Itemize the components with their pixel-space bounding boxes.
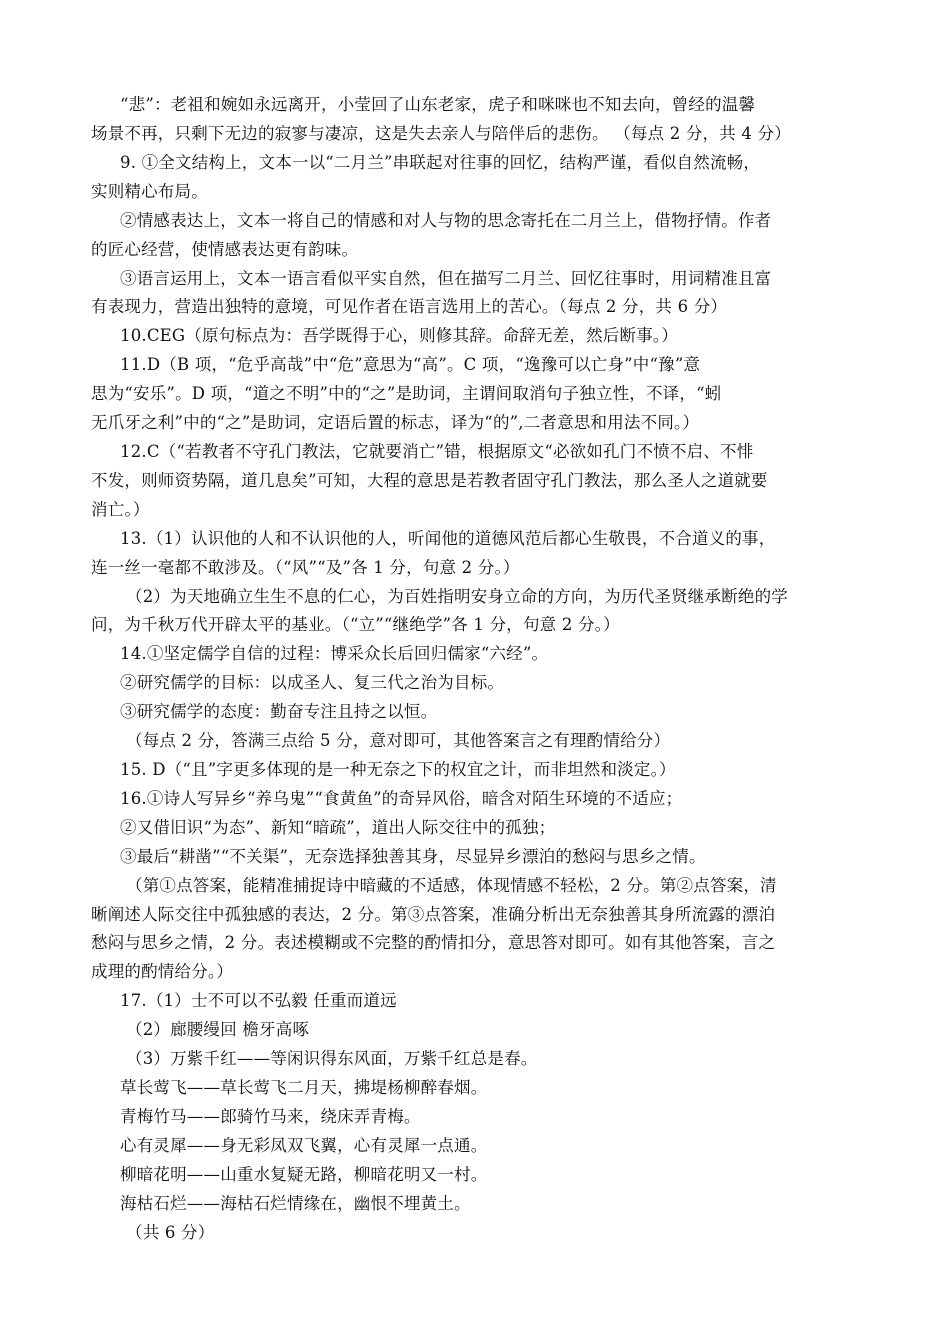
- text-line: ③最后“耕凿”“不关渠”，无奈选择独善其身，尽显异乡漂泊的愁闷与思乡之情。: [120, 847, 706, 866]
- text-line: 海枯石烂——海枯石烂情缘在，幽恨不埋黄土。: [120, 1194, 471, 1213]
- text-line: 17.（1）士不可以不弘毅 任重而道远: [120, 991, 397, 1010]
- text-line: 无爪牙之利”中的“之”是助词，定语后置的标志，译为“的”,二者意思和用法不同。）: [91, 413, 700, 432]
- text-line: 青梅竹马——郎骑竹马来，绕床弄青梅。: [120, 1107, 421, 1126]
- text-line: ②又借旧识“为态”、新知“暗疏”，道出人际交往中的孤独；: [120, 818, 556, 837]
- text-line: 场景不再，只剩下无边的寂寥与凄凉，这是失去亲人与陪伴后的悲伤。 （每点 2 分，共 4 分）: [91, 124, 791, 143]
- text-line: 愁闷与思乡之情，2 分。表述模糊或不完整的酌情扣分，意思答对即可。如有其他答案，言之: [91, 933, 776, 952]
- text-line: 问，为千秋万代开辟太平的基业。（“立”“继绝学”各 1 分，句意 2 分。）: [91, 615, 620, 634]
- text-line: 16.①诗人写异乡“养乌鬼”“食黄鱼”的奇异风俗，暗含对陌生环境的不适应；: [120, 789, 683, 808]
- text-line: 思为“安乐”。D 项，“道之不明”中的“之”是助词，主谓间取消句子独立性，不译，“蚓: [91, 384, 722, 403]
- text-line: ②情感表达上，文本一将自己的情感和对人与物的思念寄托在二月兰上，借物抒情。作者: [120, 211, 772, 230]
- text-line: 15. D（“且”字更多体现的是一种无奈之下的权宜之计，而非坦然和淡定。）: [120, 760, 676, 779]
- text-line: 11.D（B 项，“危乎高哉”中“危”意思为“高”。C 项，“逸豫可以亡身”中“豫”意: [120, 355, 701, 374]
- text-line: 12.C（“若教者不守孔门教法，它就要消亡”错，根据原文“必欲如孔门不愤不启、不悱: [120, 442, 754, 461]
- text-line: （2）为天地确立生生不息的仁心，为百姓指明安身立命的方向，为历代圣贤继承断绝的学: [126, 587, 788, 606]
- text-line: （每点 2 分，答满三点给 5 分，意对即可，其他答案言之有理酌情给分）: [126, 731, 671, 750]
- text-line: 14.①坚定儒学自信的过程：博采众长后回归儒家“六经”。: [120, 644, 549, 663]
- text-line: 不发，则师资势隔，道几息矣”可知，大程的意思是若教者固守孔门教法，那么圣人之道就要: [91, 471, 768, 490]
- text-line: 连一丝一毫都不敢涉及。（“风”“及”各 1 分，句意 2 分。）: [91, 558, 520, 577]
- text-line: 晰阐述人际交往中孤独感的表达，2 分。第③点答案，准确分析出无奈独善其身所流露的漂泊: [91, 905, 776, 924]
- text-line: ③研究儒学的态度：勤奋专注且持之以恒。: [120, 702, 438, 721]
- text-line: 9. ①全文结构上，文本一以“二月兰”串联起对往事的回忆，结构严谨，看似自然流畅，: [120, 153, 761, 172]
- text-line: （3）万紫千红——等闲识得东风面，万紫千红总是春。: [126, 1049, 538, 1068]
- text-line: 有表现力，营造出独特的意境，可见作者在语言选用上的苦心。（每点 2 分，共 6 分）: [91, 297, 728, 316]
- text-line: 成理的酌情给分。）: [91, 962, 234, 981]
- text-line: 草长莺飞——草长莺飞二月天，拂堤杨柳醉春烟。: [120, 1078, 488, 1097]
- text-line: ③语言运用上，文本一语言看似平实自然，但在描写二月兰、回忆往事时，用词精准且富: [120, 269, 772, 288]
- text-line: 消亡。）: [91, 500, 150, 519]
- text-line: （共 6 分）: [126, 1223, 215, 1242]
- text-line: “悲”：老祖和婉如永远离开，小莹回了山东老家，虎子和咪咪也不知去向，曾经的温馨: [120, 95, 756, 114]
- text-line: （2）廊腰缦回 檐牙高啄: [126, 1020, 310, 1039]
- text-line: （第①点答案，能精准捕捉诗中暗藏的不适感，体现情感不轻松，2 分。第②点答案，清: [126, 876, 777, 895]
- text-line: 柳暗花明——山重水复疑无路，柳暗花明又一村。: [120, 1165, 488, 1184]
- text-line: 心有灵犀——身无彩凤双飞翼，心有灵犀一点通。: [120, 1136, 488, 1155]
- text-line: 的匠心经营，使情感表达更有韵味。: [91, 240, 359, 259]
- text-line: 实则精心布局。: [91, 182, 208, 201]
- text-line: 13.（1）认识他的人和不认识他的人，听闻他的道德风范后都心生敬畏，不合道义的事，: [120, 529, 776, 548]
- text-line: 10.CEG（原句标点为：吾学既得于心，则修其辞。命辞无差，然后断事。）: [120, 326, 679, 345]
- text-line: ②研究儒学的目标：以成圣人、复三代之治为目标。: [120, 673, 505, 692]
